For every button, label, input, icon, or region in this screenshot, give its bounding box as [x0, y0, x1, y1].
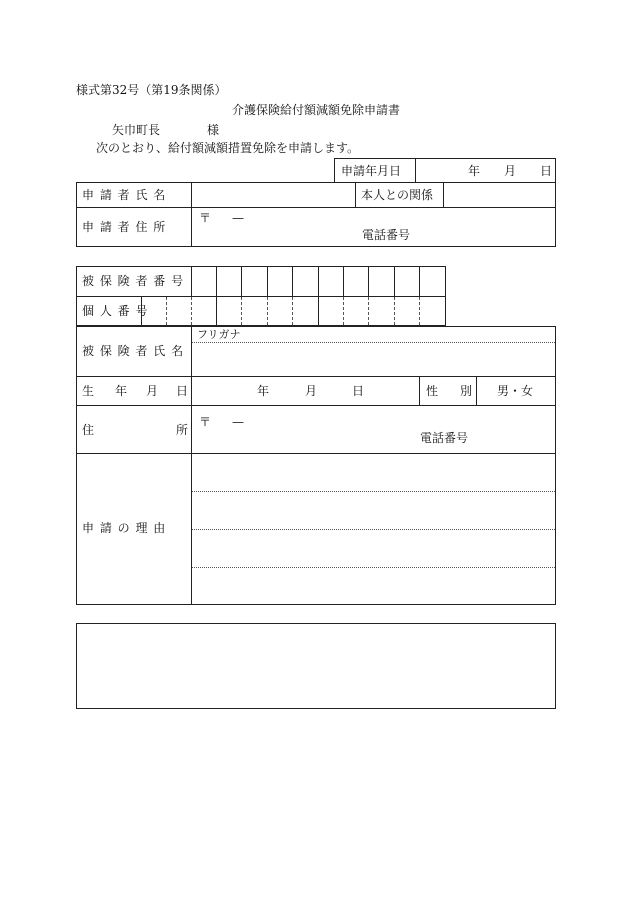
furigana-label: フリガナ: [197, 328, 241, 341]
furigana-field[interactable]: [192, 327, 555, 342]
applicant-name-field[interactable]: [192, 183, 354, 206]
personal-number-label: 個 人 番 号: [82, 304, 149, 318]
honorific: 様: [207, 123, 220, 137]
application-date-label: 申請年月日: [341, 164, 402, 178]
addressee: 矢巾町長: [112, 123, 161, 137]
insured-number-label: 被 保 険 者 番 号: [82, 274, 185, 288]
page-title: 介護保険給付額減額免除申請書: [232, 103, 401, 117]
postal-mark: 〒: [199, 211, 212, 225]
phone-label: 電話番号: [362, 228, 411, 242]
form-number: 様式第32号（第19条関係）: [76, 83, 227, 97]
insured-postal-mark: 〒: [199, 415, 212, 429]
insured-phone-label: 電話番号: [420, 431, 469, 445]
office-use-box: [76, 623, 556, 709]
applicant-address-label: 申 請 者 住 所: [82, 220, 167, 234]
insured-name-field[interactable]: [192, 343, 555, 375]
insured-postal-dash: —: [232, 415, 244, 429]
applicant-name-label: 申 請 者 氏 名: [82, 188, 167, 202]
reason-label: 申 請 の 理 由: [82, 521, 167, 535]
relation-label: 本人との関係: [361, 188, 434, 202]
personal-number-field[interactable]: [142, 297, 445, 325]
application-date-field[interactable]: [416, 159, 555, 182]
intro-text: 次のとおり、給付額減額措置免除を申請します。: [96, 141, 360, 155]
insured-address-field[interactable]: [192, 406, 555, 452]
postal-dash: —: [232, 211, 244, 225]
insured-name-label: 被 保 険 者 氏 名: [82, 344, 185, 358]
sex-options[interactable]: 男・女: [497, 384, 534, 398]
reason-field[interactable]: [192, 454, 555, 604]
relation-field[interactable]: [444, 183, 555, 206]
insured-number-field[interactable]: [192, 267, 445, 295]
